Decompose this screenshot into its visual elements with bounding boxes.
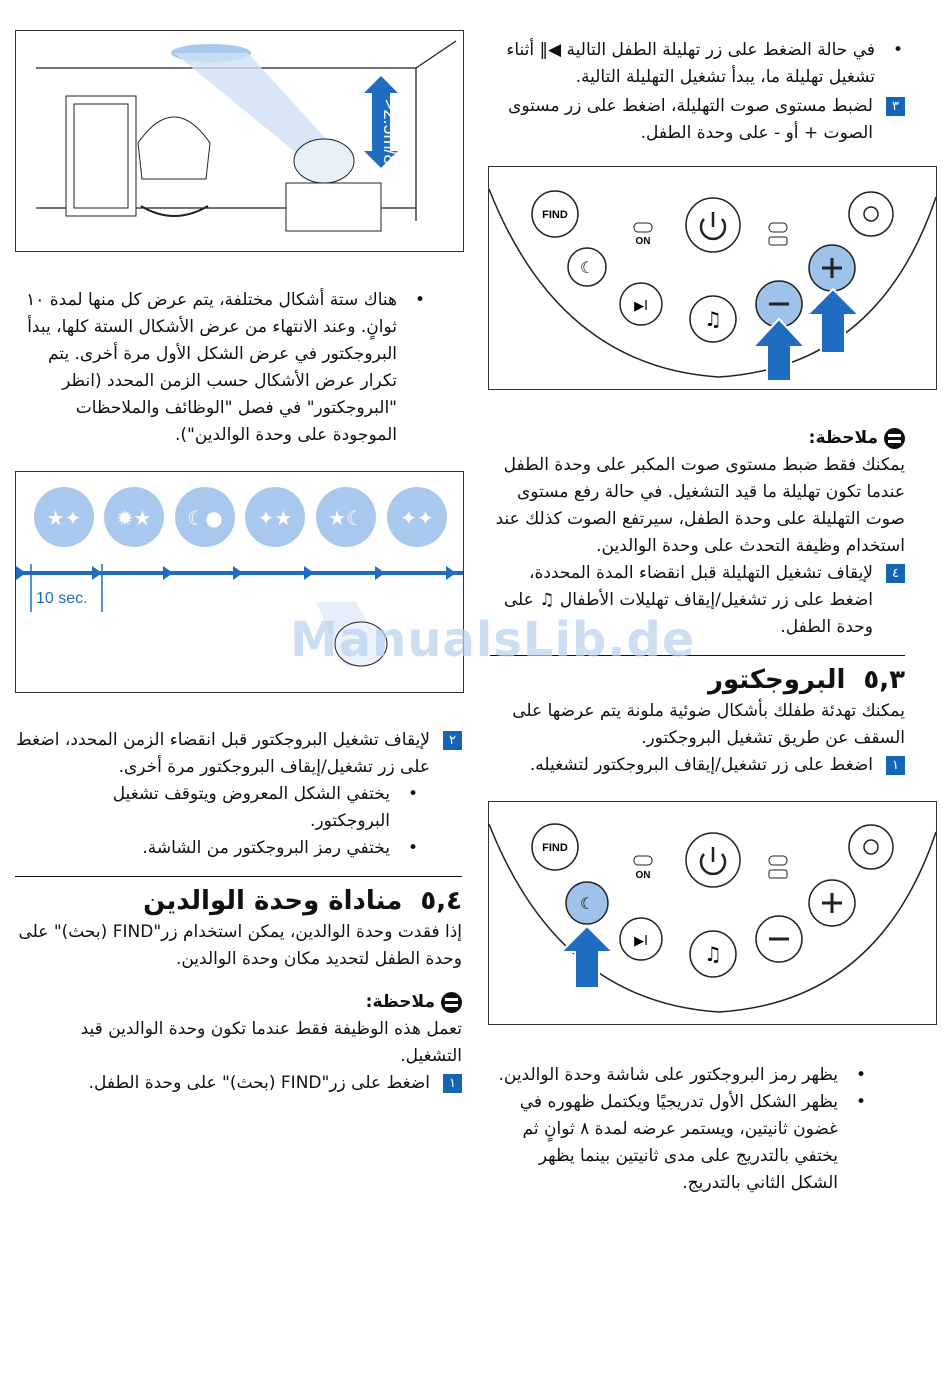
find-label: FIND	[542, 209, 568, 221]
on-label: ON	[635, 870, 651, 881]
height-label: >2.5m/8.2ft	[380, 99, 400, 190]
section-5-3-intro: يمكنك تهدئة طفلك بأشكال ضوئية ملونة يتم عرضها على السقف عن طريق تشغيل البروجكتور.	[512, 701, 905, 748]
bullet-icon-disappears: • يختفي رمز البروجكتور من الشاشة.	[15, 835, 420, 862]
step-2	[15, 727, 462, 781]
note-heading: ملاحظة:	[15, 989, 462, 1016]
step-1-projector	[490, 752, 905, 779]
svg-text:☾: ☾	[579, 258, 595, 277]
svg-text:★☾: ★☾	[328, 506, 364, 530]
section-5-4-intro: إذا فقدت وحدة الوالدين، يمكن استخدام زر"FIND (بحث)" على وحدة الطفل لتحديد مكان وحدة الوالدين.	[18, 922, 462, 969]
bullet-shape-disappears: • يختفي الشكل المعروض ويتوقف تشغيل البروجكتور.	[85, 781, 420, 835]
svg-text:✹★: ✹★	[116, 506, 152, 530]
step-1-find	[15, 1070, 462, 1097]
step-text: اضغط على زر"FIND (بحث)" على وحدة الطفل.	[88, 1073, 430, 1093]
section-5-3-heading: ٥,٣البروجكتور	[490, 655, 905, 698]
svg-text:★✦: ★✦	[46, 506, 82, 530]
step-number: ١	[886, 756, 905, 775]
left-column-top	[15, 287, 427, 449]
control-panel-illustration	[489, 167, 936, 389]
bullet-next-lullaby: • في حالة الضغط على زر تهليلة الطفل التالية ◀‖ أثناء تشغيل تهليلة ما، يبدأ تشغيل التهليلة التالية.	[490, 37, 905, 91]
svg-text:▶I: ▶I	[634, 299, 648, 314]
control-panel-illustration	[489, 802, 936, 1024]
svg-text:♫: ♫	[704, 942, 722, 966]
svg-text:☾●: ☾●	[187, 506, 223, 530]
watermark: ManualsLib.de	[290, 612, 696, 668]
right-column-middle	[490, 425, 905, 779]
shape-thumbnails	[34, 487, 447, 547]
left-column-middle	[15, 727, 462, 1097]
step-3	[490, 93, 905, 147]
room-projection-illustration	[15, 30, 464, 252]
step-number: ٢	[443, 731, 462, 750]
timeline-label: 10 sec.	[36, 590, 88, 607]
right-column-bottom	[490, 1062, 868, 1197]
note-icon	[441, 992, 462, 1013]
step-number: ٤	[886, 564, 905, 583]
step-text: لإيقاف تشغيل التهليلة قبل انقضاء المدة المحددة، اضغط على زر تشغيل/إيقاف تهليلات الأطفال ♫ على وحدة الطفل.	[503, 563, 873, 637]
step-number: ١	[443, 1074, 462, 1093]
svg-text:✦★: ✦★	[257, 506, 293, 530]
bullet-six-shapes: • هناك ستة أشكال مختلفة، يتم عرض كل منها لمدة ١٠ ثوانٍ. وعند الانتهاء من عرض الأشكال الستة كلها، يبدأ البروجكتور في عرض الشكل الأول مرة أخرى. يتم تكرار عرض الأشكال حسب الزمن المحدد (انظر "البروجكتور" في فصل "الوظائف والملاحظات الموجودة على وحدة الوالدين").	[15, 287, 427, 449]
bullet-icon-appears: • يظهر رمز البروجكتور على شاشة وحدة الوالدين.	[490, 1062, 868, 1089]
right-column	[490, 37, 905, 147]
note-body: يمكنك فقط ضبط مستوى صوت المكبر على وحدة الطفل عندما تكون تهليلة ما قيد التشغيل. في حالة رفع مستوى صوت التهليلة على وحدة الطفل، سيرتفع الصوت كذلك عند استخدام وظيفة التحدث على وحدة الوالدين.	[495, 455, 905, 556]
step-text: لضبط مستوى صوت التهليلة، اضغط على زر مستوى الصوت + أو - على وحدة الطفل.	[508, 96, 873, 143]
arrow-up-indicator	[807, 289, 859, 353]
step-text: لإيقاف تشغيل البروجكتور قبل انقضاء الزمن المحدد، اضغط على زر تشغيل/إيقاف البروجكتور مرة أخرى.	[15, 730, 430, 777]
on-label: ON	[635, 236, 651, 247]
light-button-shape	[849, 192, 893, 236]
find-label: FIND	[542, 842, 568, 854]
bullet-fade-sequence: • يظهر الشكل الأول تدريجيًا ويكتمل ظهوره في غضون ثانيتين، ويستمر عرضه لمدة ٨ ثوانٍ ثم يختفي بالتدريج على مدى ثانيتين بينما يظهر الشكل الثاني بالتدريج.	[490, 1089, 868, 1197]
svg-text:▶I: ▶I	[634, 934, 648, 949]
section-5-4-heading: ٥,٤مناداة وحدة الوالدين	[15, 876, 462, 919]
svg-text:♫: ♫	[704, 307, 722, 331]
baby-unit-panel-projector	[488, 801, 937, 1025]
baby-unit-panel-volume	[488, 166, 937, 390]
note-icon	[884, 428, 905, 449]
note-heading: ملاحظة:	[490, 425, 905, 452]
note-body: تعمل هذه الوظيفة فقط عندما تكون وحدة الوالدين قيد التشغيل.	[80, 1019, 462, 1066]
step-number: ٣	[886, 97, 905, 116]
svg-text:✦✦: ✦✦	[400, 506, 434, 530]
arrow-up-indicator	[561, 926, 613, 988]
step-text: اضغط على زر تشغيل/إيقاف البروجكتور لتشغيله.	[529, 755, 873, 775]
svg-text:☾: ☾	[579, 894, 595, 913]
